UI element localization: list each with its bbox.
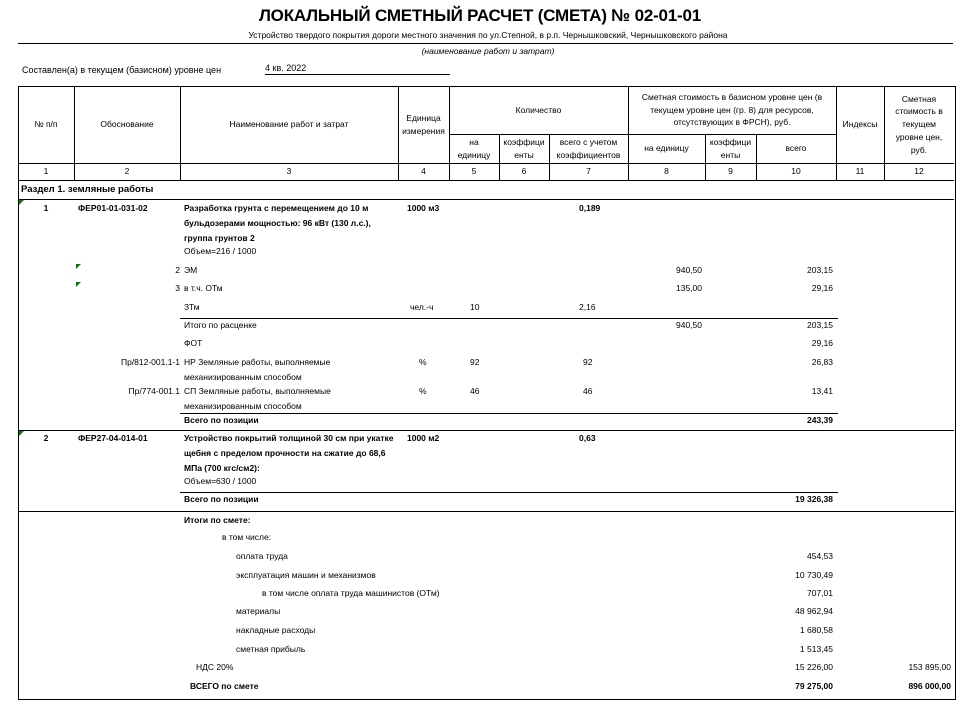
resource-name: в т.ч. ОТм: [184, 283, 223, 293]
header-cost-coef: коэффициенты: [709, 136, 752, 160]
summary-including: в том числе:: [222, 532, 272, 542]
resource-price-per-unit: 940,50: [676, 265, 702, 275]
header-num: № п/п: [34, 119, 58, 130]
pos2-total-value: 19 326,38: [795, 494, 833, 504]
pos1-name: Разработка грунта с перемещением до 10 м бульдозерами мощностью: 96 кВт (130 л.с.), группа грунтов 2: [184, 203, 371, 243]
summary-item-total: 1 513,45: [799, 644, 833, 654]
col-number: 5: [471, 166, 477, 177]
col-number: 6: [521, 166, 527, 177]
document-subtitle: Устройство твердого покрытия дороги местного значения по ул.Степной, в р.п. Чернышковский, Чернышковского района: [248, 30, 728, 40]
summary-item-total: 48 962,94: [795, 606, 833, 616]
summary-item: эксплуатация машин и механизмов: [236, 570, 376, 580]
header-name: Наименование работ и затрат: [229, 119, 349, 130]
col-number: 9: [728, 166, 733, 177]
sp-unit: %: [419, 386, 427, 396]
summary-item: накладные расходы: [236, 625, 316, 635]
pos1-qty-total: 0,189: [579, 203, 601, 213]
col-number: 3: [286, 166, 292, 177]
resource-name: ЗТм: [184, 302, 200, 312]
col-number: 2: [124, 166, 130, 177]
row-rule: [180, 492, 838, 493]
pos2-code: ФЕР27-04-014-01: [78, 433, 148, 443]
row-rule: [180, 413, 838, 414]
summary-item-total: 10 730,49: [795, 570, 833, 580]
pos2-volume: Объем=630 / 1000: [184, 476, 257, 486]
price-level-label: Составлен(а) в текущем (базисном) уровне цен: [22, 65, 222, 75]
col-number: 12: [914, 166, 924, 177]
resource-qty-total: 2,16: [579, 302, 596, 312]
resource-qty: 10: [470, 302, 480, 312]
summary-item: материалы: [236, 606, 281, 616]
header-cost-per-unit: на единицу: [644, 143, 689, 154]
pos2-number: 2: [43, 433, 49, 443]
header-rule: [18, 180, 954, 181]
col-number: 8: [664, 166, 669, 177]
nr-total: 26,83: [811, 357, 833, 367]
nr-code: Пр/812-001.1-1: [120, 357, 180, 367]
pos1-total-label: Всего по позиции: [184, 415, 259, 425]
sp-qty-total: 46: [583, 386, 593, 396]
pos2-total-label: Всего по позиции: [184, 494, 259, 504]
header-qty-coef: коэффициенты: [503, 136, 545, 160]
sp-total: 13,41: [811, 386, 833, 396]
nr-name: НР Земляные работы, выполняемые механизированным способом: [184, 357, 331, 382]
nr-qty: 92: [470, 357, 480, 367]
vat-total: 15 226,00: [795, 662, 833, 672]
subtitle-underline: [18, 43, 953, 44]
pos1-unit: 1000 м3: [407, 203, 440, 213]
vat-current-total: 153 895,00: [908, 662, 951, 672]
summary-title: Итоги по смете:: [184, 515, 251, 525]
header-cost-total: всего: [785, 143, 807, 154]
subtitle-note: (наименование работ и затрат): [421, 46, 555, 56]
section-rule: [18, 199, 954, 200]
resource-code: 3: [175, 283, 180, 293]
grand-total-value: 79 275,00: [795, 681, 833, 691]
summary-item-total: 454,53: [807, 551, 833, 561]
fot-label: ФОТ: [184, 338, 203, 348]
header-current-cost: Сметная стоимость в текущем уровне цен, руб.: [895, 93, 943, 155]
pos2-unit: 1000 м2: [407, 433, 440, 443]
col-number: 4: [421, 166, 426, 177]
nr-qty-total: 92: [583, 357, 593, 367]
header-qty-per-unit: на единицу: [457, 136, 491, 160]
col-number: 7: [586, 166, 591, 177]
header-cost: Сметная стоимость в базисном уровне цен (в текущем уровне цен (гр. 8) для ресурсов, отсутствующих в ФРСН), руб.: [641, 91, 823, 128]
grand-total-current: 896 000,00: [908, 681, 951, 691]
resource-price-per-unit: 135,00: [676, 283, 702, 293]
resource-code: 2: [175, 265, 180, 275]
resource-total: 203,15: [807, 265, 833, 275]
pos2-name: Устройство покрытий толщиной 30 см при укатке щебня с пределом прочности на сжатие до 68,6 МПа (700 кгс/см2):: [184, 433, 394, 473]
col-number: 1: [43, 166, 49, 177]
pos1-volume: Объем=216 / 1000: [184, 246, 257, 256]
sp-qty: 46: [470, 386, 480, 396]
summary-item: сметная прибыль: [236, 644, 306, 654]
pos1-total-value: 243,39: [807, 415, 833, 425]
header-unit: Единица измерения: [402, 112, 445, 136]
header-index: Индексы: [842, 119, 878, 130]
vat-label: НДС 20%: [196, 662, 234, 672]
document-title: ЛОКАЛЬНЫЙ СМЕТНЫЙ РАСЧЕТ (СМЕТА) № 02-01-01: [258, 6, 702, 25]
header-quantity: Количество: [515, 104, 562, 115]
resource-unit: чел.-ч: [410, 302, 434, 312]
summary-item-total: 707,01: [807, 588, 833, 598]
section-title: Раздел 1. земляные работы: [21, 184, 154, 195]
pos1-code: ФЕР01-01-031-02: [78, 203, 148, 213]
sp-name: СП Земляные работы, выполняемые механизированным способом: [184, 386, 331, 411]
sp-code: Пр/774-001.1: [128, 386, 180, 396]
col-number: 11: [855, 166, 865, 177]
row-rule: [18, 430, 954, 431]
summary-item: оплата труда: [236, 551, 288, 561]
row-rule: [18, 511, 954, 512]
itogo-label: Итого по расценке: [184, 320, 257, 330]
itogo-total: 203,15: [807, 320, 833, 330]
summary-item: в том числе оплата труда машинистов (ОТм): [262, 588, 440, 598]
header-qty-total: всего с учетом коэффициентов: [556, 136, 621, 160]
summary-item-total: 1 680,58: [799, 625, 833, 635]
resource-total: 29,16: [811, 283, 833, 293]
fot-total: 29,16: [811, 338, 833, 348]
nr-unit: %: [419, 357, 427, 367]
grand-total-label: ВСЕГО по смете: [190, 681, 259, 691]
pos1-number: 1: [43, 203, 49, 213]
header-basis: Обоснование: [100, 119, 154, 130]
itogo-price-per-unit: 940,50: [676, 320, 702, 330]
resource-name: ЭМ: [184, 265, 198, 275]
price-level-value: 4 кв. 2022: [265, 63, 450, 75]
row-rule: [180, 318, 838, 319]
col-number: 10: [791, 166, 801, 177]
pos2-qty-total: 0,63: [579, 433, 596, 443]
